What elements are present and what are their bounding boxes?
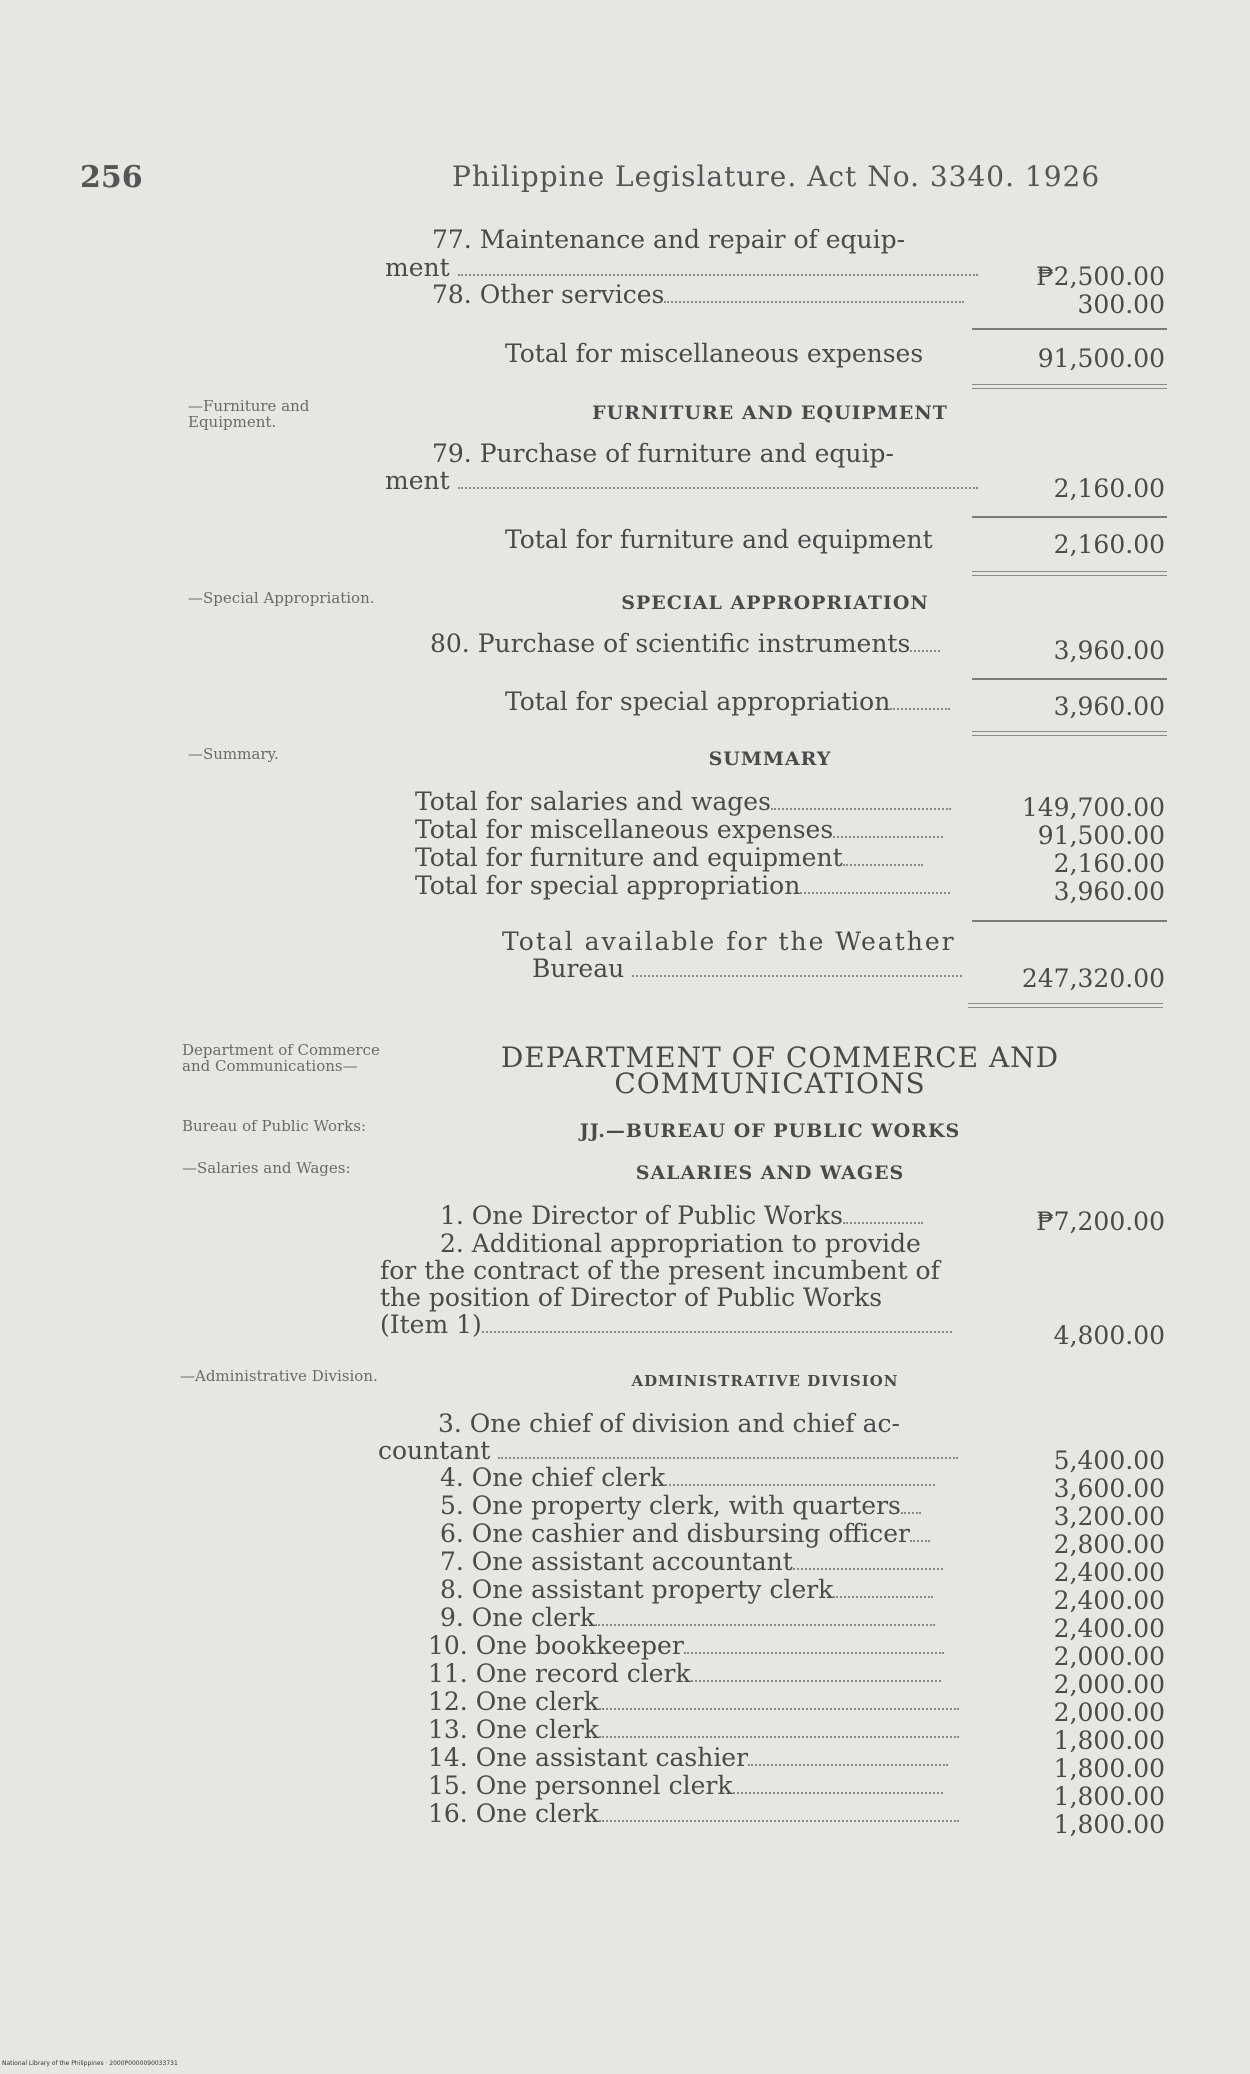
double-rule [972,571,1167,576]
admin-item-label: 5. One property clerk, with quarters [440,1491,901,1520]
total-furniture-amount: 2,160.00 [1053,530,1165,559]
admin-item-label: 16. One clerk [428,1799,599,1828]
admin-item-amount: 2,800.00 [1053,1530,1165,1559]
margin-note-special: —Special Appropriation. [188,589,375,607]
item-79-amount: 2,160.00 [1053,474,1165,503]
item-78-label: 78. Other services [432,280,665,309]
item-80-amount: 3,960.00 [1053,636,1165,665]
summary-row-label: Total for special appropriation [415,871,801,900]
item-2-line: for the contract of the present incumbent of [380,1256,940,1285]
total-misc-amount: 91,500.00 [1037,344,1165,373]
item-1-amount: ₱7,200.00 [1036,1207,1165,1236]
admin-item-amount: 2,400.00 [1053,1586,1165,1615]
admin-item-amount: 2,000.00 [1053,1670,1165,1699]
admin-item-amount: 3,200.00 [1053,1502,1165,1531]
admin-item-amount: 3,600.00 [1053,1474,1165,1503]
bureau-heading: JJ.—BUREAU OF PUBLIC WORKS [579,1120,961,1142]
item-1-label: 1. One Director of Public Works [440,1201,844,1230]
item-77-line-1: 77. Maintenance and repair of equip- [432,225,906,254]
rule [972,328,1167,330]
admin-item-amount: 2,000.00 [1053,1642,1165,1671]
salaries-heading: SALARIES AND WAGES [635,1162,905,1184]
admin-item-label: 11. One record clerk [428,1659,691,1688]
margin-note-summary: —Summary. [188,745,279,763]
summary-row-label: Total for furniture and equipment [415,843,843,872]
item-77-amount: ₱2,500.00 [1036,262,1165,291]
item-2-line: 2. Additional appropriation to provide [440,1229,921,1258]
item-2-amount: 4,800.00 [1053,1321,1165,1350]
rule [972,920,1167,922]
margin-note-department: Department of Commerce and Communications— [182,1041,380,1075]
admin-heading: ADMINISTRATIVE DIVISION [631,1372,899,1390]
summary-row-amount: 2,160.00 [1053,849,1165,878]
summary-row-amount: 3,960.00 [1053,877,1165,906]
page-number: 256 [80,160,143,195]
admin-item-label: 7. One assistant accountant [440,1547,793,1576]
admin-item-label: 15. One personnel clerk [428,1771,733,1800]
summary-row-amount: 91,500.00 [1037,821,1165,850]
item-3-line-2: countant [378,1436,491,1465]
item-2-line: (Item 1) [380,1310,482,1339]
item-79-line-1: 79. Purchase of furniture and equip- [432,439,894,468]
admin-item-label: 4. One chief clerk [440,1463,666,1492]
margin-note-admin: —Administrative Division. [180,1367,378,1385]
admin-item-amount: 2,400.00 [1053,1558,1165,1587]
furniture-heading: FURNITURE AND EQUIPMENT [592,402,948,424]
grand-total-line-1: Total available for the Weather [502,927,956,956]
department-heading-2: COMMUNICATIONS [614,1067,926,1100]
admin-item-label: 10. One bookkeeper [428,1631,684,1660]
admin-item-amount: 1,800.00 [1053,1754,1165,1783]
double-rule [972,384,1167,389]
admin-item-label: 9. One clerk [440,1603,596,1632]
rule [972,516,1167,518]
special-heading: SPECIAL APPROPRIATION [621,592,929,614]
total-misc-label: Total for miscellaneous expenses [505,339,924,368]
double-rule [972,731,1167,736]
total-special-amount: 3,960.00 [1053,692,1165,721]
item-79-line-2: ment [385,466,450,495]
admin-item-label: 6. One cashier and disbursing officer [440,1519,910,1548]
total-furniture-label: Total for furniture and equipment [505,525,933,554]
admin-item-amount: 1,800.00 [1053,1782,1165,1811]
admin-item-label: 13. One clerk [428,1715,599,1744]
margin-note-furniture: —Furniture and Equipment. [188,397,310,431]
rule [972,678,1167,680]
admin-item-amount: 1,800.00 [1053,1810,1165,1839]
margin-note-bureau: Bureau of Public Works: [182,1117,367,1135]
margin-note-salaries: —Salaries and Wages: [182,1159,351,1177]
admin-item-amount: 2,400.00 [1053,1614,1165,1643]
item-2-line: the position of Director of Public Works [380,1283,883,1312]
admin-item-label: 14. One assistant cashier [428,1743,749,1772]
admin-item-label: 12. One clerk [428,1687,599,1716]
item-3-amount: 5,400.00 [1053,1446,1165,1475]
total-special-label: Total for special appropriation [505,687,891,716]
double-rule [968,1003,1163,1008]
summary-row-label: Total for salaries and wages [415,787,771,816]
admin-item-amount: 1,800.00 [1053,1726,1165,1755]
department-heading-1: DEPARTMENT OF COMMERCE AND [500,1041,1060,1074]
item-80-label: 80. Purchase of scientific instruments [430,629,911,658]
running-title: Philippine Legislature. Act No. 3340. 1926 [452,160,1101,193]
summary-row-amount: 149,700.00 [1021,793,1165,822]
grand-total-line-2: Bureau [532,954,625,983]
scan-credit: National Library of the Philippines · 2000P0000090033731 [2,2060,178,2067]
item-3-line-1: 3. One chief of division and chief ac- [438,1409,900,1438]
summary-row-label: Total for miscellaneous expenses [415,815,834,844]
item-78-amount: 300.00 [1077,290,1165,319]
admin-item-amount: 2,000.00 [1053,1698,1165,1727]
item-77-line-2: ment [385,253,450,282]
admin-item-label: 8. One assistant property clerk [440,1575,834,1604]
grand-total-amount: 247,320.00 [1021,964,1165,993]
summary-heading: SUMMARY [708,748,832,770]
